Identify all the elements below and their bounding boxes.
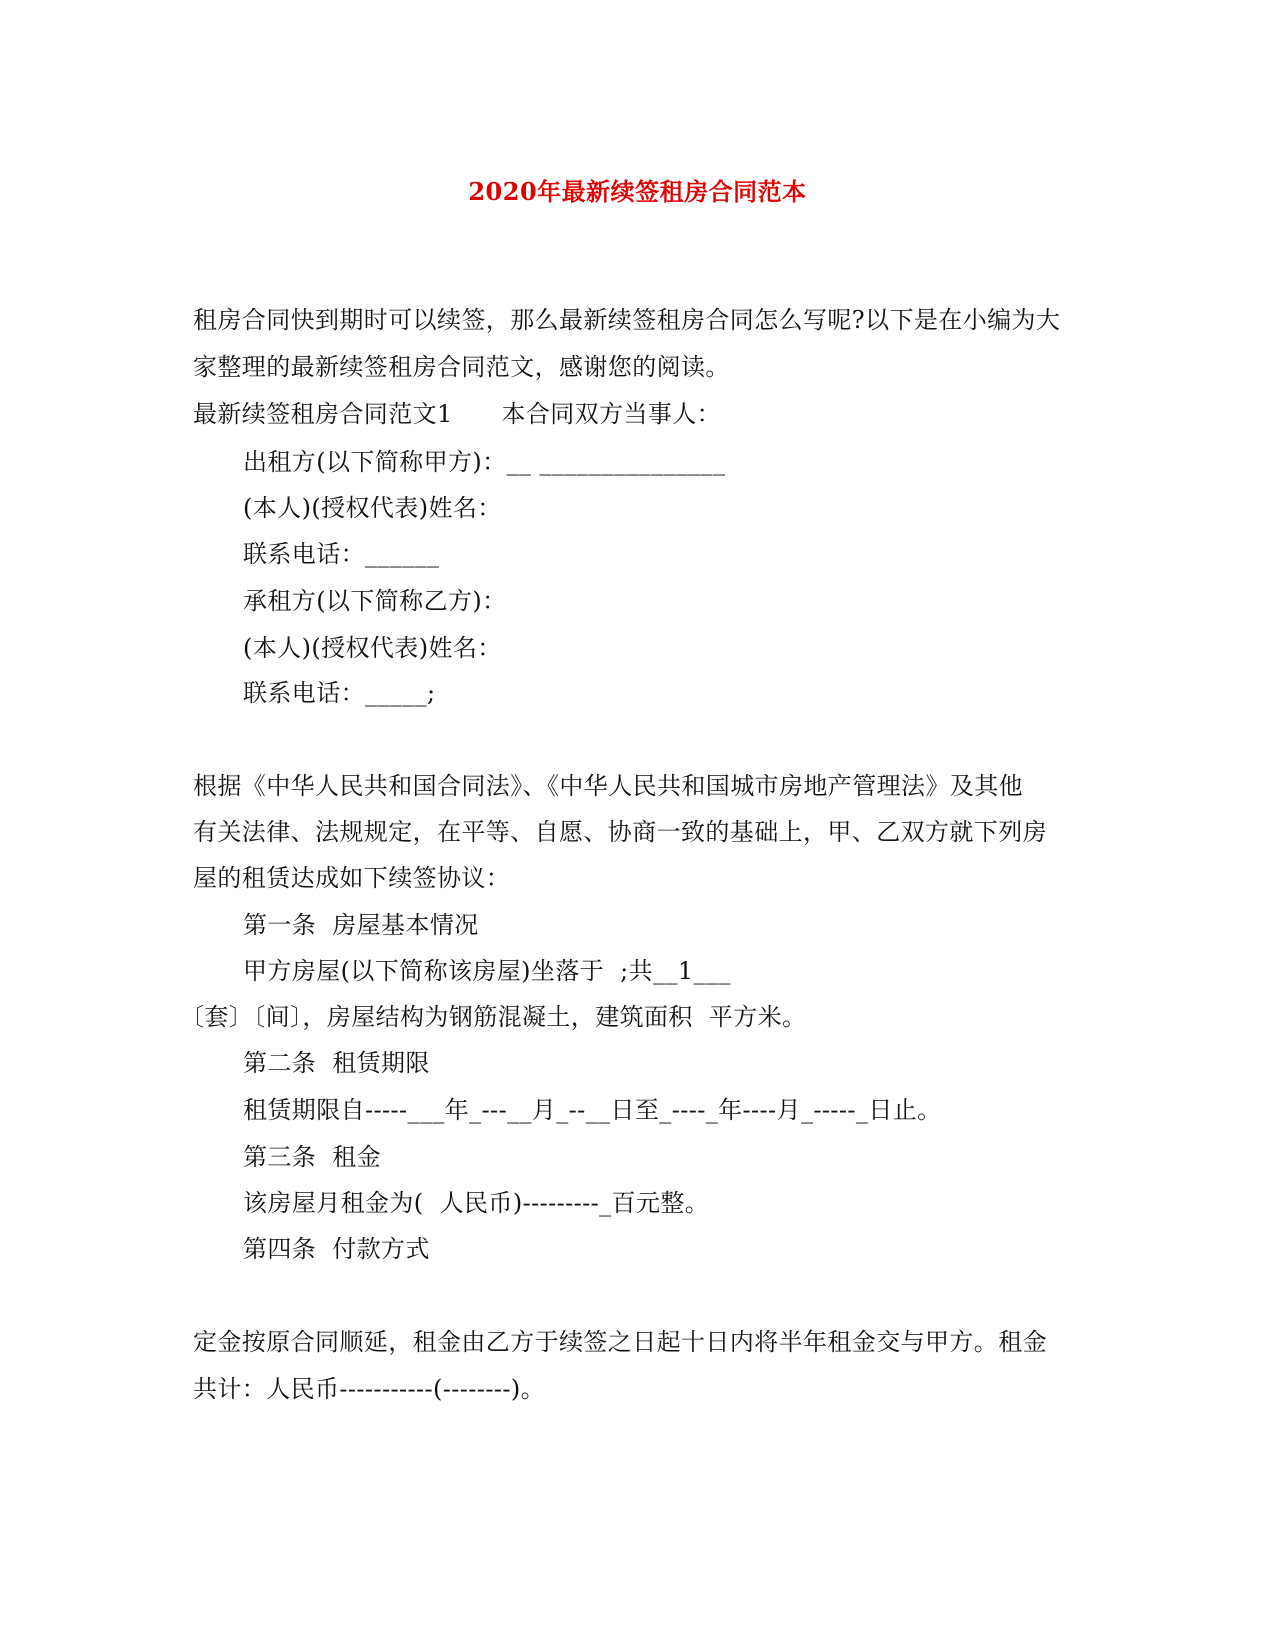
article-2-title: 第二条 租赁期限: [243, 1049, 430, 1077]
article-1-line: 〔套〕〔间〕，房屋结构为钢筋混凝土，建筑面积 平方米。: [180, 1003, 807, 1031]
article-4-title: 第四条 付款方式: [243, 1235, 430, 1263]
payment-paragraph-line: 定金按原合同顺延，租金由乙方于续签之日起十日内将半年租金交与甲方。租金: [193, 1328, 1047, 1356]
lessee-line: 承租方(以下简称乙方)：: [243, 587, 507, 615]
article-1-line: 甲方房屋(以下简称该房屋)坐落于 ;共__1___: [243, 957, 731, 985]
article-2-line: 租赁期限自-----___年_---__月_--__日至_----_年----月_-----_日止。: [243, 1096, 942, 1124]
basis-paragraph-line: 有关法律、法规规定，在平等、自愿、协商一致的基础上，甲、乙双方就下列房: [193, 818, 1047, 846]
sample-heading: 最新续签租房合同范文1 本合同双方当事人：: [193, 400, 722, 428]
lessor-line: 出租方(以下简称甲方)：__ _______________: [243, 448, 726, 476]
lessor-name-line: (本人)(授权代表)姓名：: [243, 494, 502, 522]
intro-line: 家整理的最新续签租房合同范文，感谢您的阅读。: [193, 353, 730, 381]
lessee-name-line: (本人)(授权代表)姓名：: [243, 634, 502, 662]
basis-paragraph-line: 根据《中华人民共和国合同法》、《中华人民共和国城市房地产管理法》及其他: [193, 772, 1023, 800]
article-1-title: 第一条 房屋基本情况: [243, 911, 479, 939]
lessee-phone-line: 联系电话：_____;: [243, 679, 436, 707]
document-title: 2020年最新续签租房合同范本: [468, 177, 807, 206]
article-3-line: 该房屋月租金为( 人民币)---------_百元整。: [243, 1189, 710, 1217]
article-3-title: 第三条 租金: [243, 1143, 382, 1171]
lessor-phone-line: 联系电话：______: [243, 540, 440, 568]
basis-paragraph-line: 屋的租赁达成如下续签协议：: [193, 864, 511, 892]
payment-paragraph-line: 共计：人民币-----------(--------)。: [193, 1375, 546, 1403]
intro-line: 租房合同快到期时可以续签，那么最新续签租房合同怎么写呢?以下是在小编为大: [193, 306, 1061, 334]
